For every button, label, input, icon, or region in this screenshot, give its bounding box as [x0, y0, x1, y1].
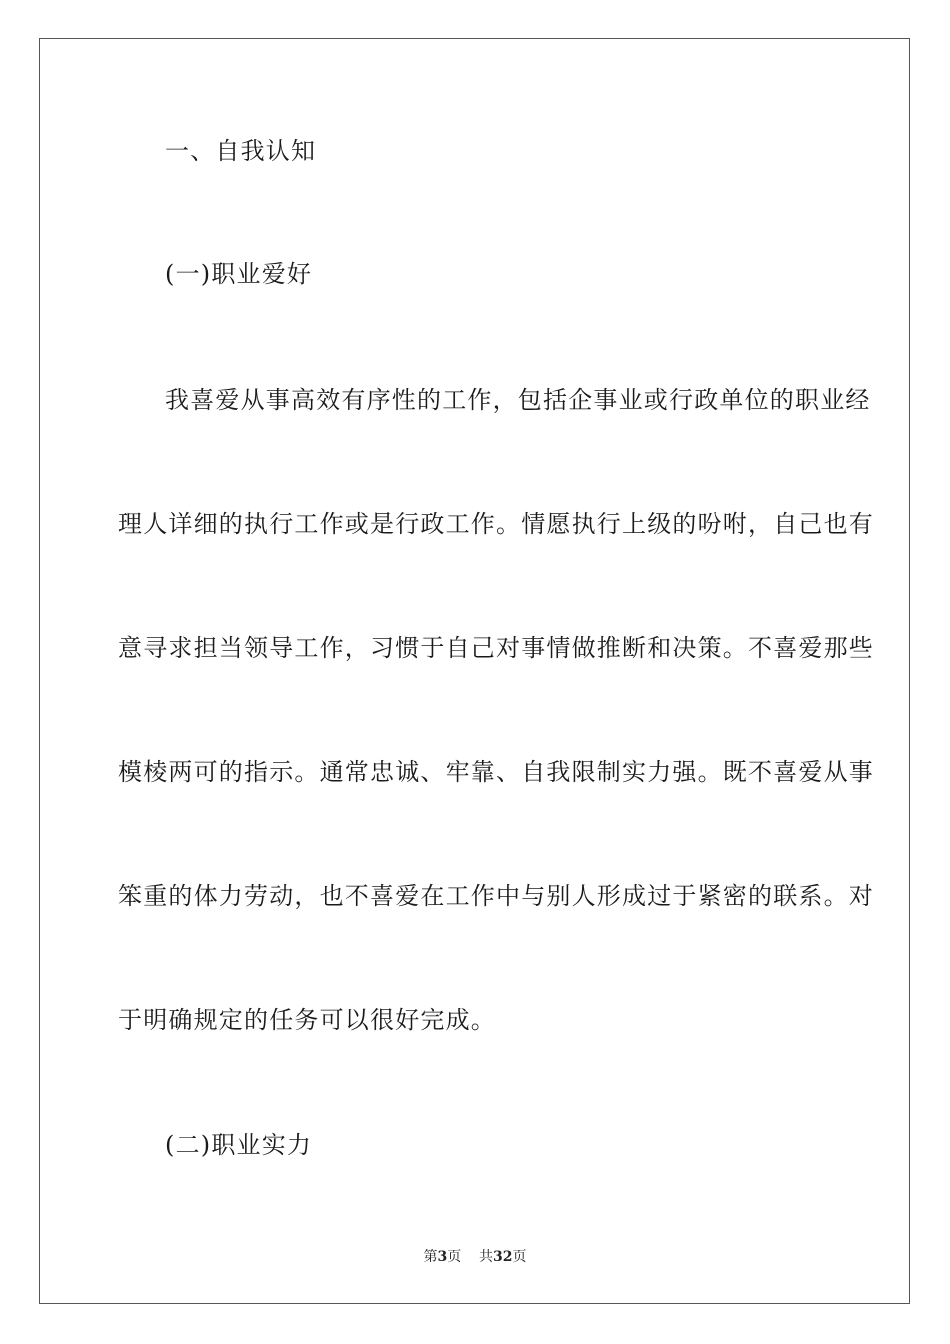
footer-total-suffix: 页 [512, 1249, 527, 1265]
footer-page-number: 3 [437, 1249, 448, 1265]
page-border [39, 38, 910, 1304]
section-title: 一、自我认知 [165, 137, 317, 165]
paragraph-line-2: 理人详细的执行工作或是行政工作。情愿执行上级的吩咐，自己也有 [118, 510, 874, 538]
footer-total-prefix: 共 [479, 1249, 494, 1265]
paragraph-line-3: 意寻求担当领导工作，习惯于自己对事情做推断和决策。不喜爱那些 [118, 634, 874, 662]
subsection-title-career-ability: (二)职业实力 [165, 1131, 313, 1159]
page-footer [0, 1248, 950, 1266]
paragraph-line-4: 模棱两可的指示。通常忠诚、牢靠、自我限制实力强。既不喜爱从事 [118, 758, 874, 786]
paragraph-line-6: 于明确规定的任务可以很好完成。 [118, 1006, 496, 1034]
paragraph-line-1: 我喜爱从事高效有序性的工作，包括企事业或行政单位的职业经 [165, 386, 871, 414]
footer-page-suffix: 页 [447, 1249, 462, 1265]
footer-total-pages: 32 [493, 1249, 513, 1265]
footer-page-prefix: 第 [423, 1249, 438, 1265]
subsection-title-career-interest: (一)职业爱好 [165, 260, 313, 288]
paragraph-line-5: 笨重的体力劳动，也不喜爱在工作中与别人形成过于紧密的联系。对 [118, 882, 874, 910]
